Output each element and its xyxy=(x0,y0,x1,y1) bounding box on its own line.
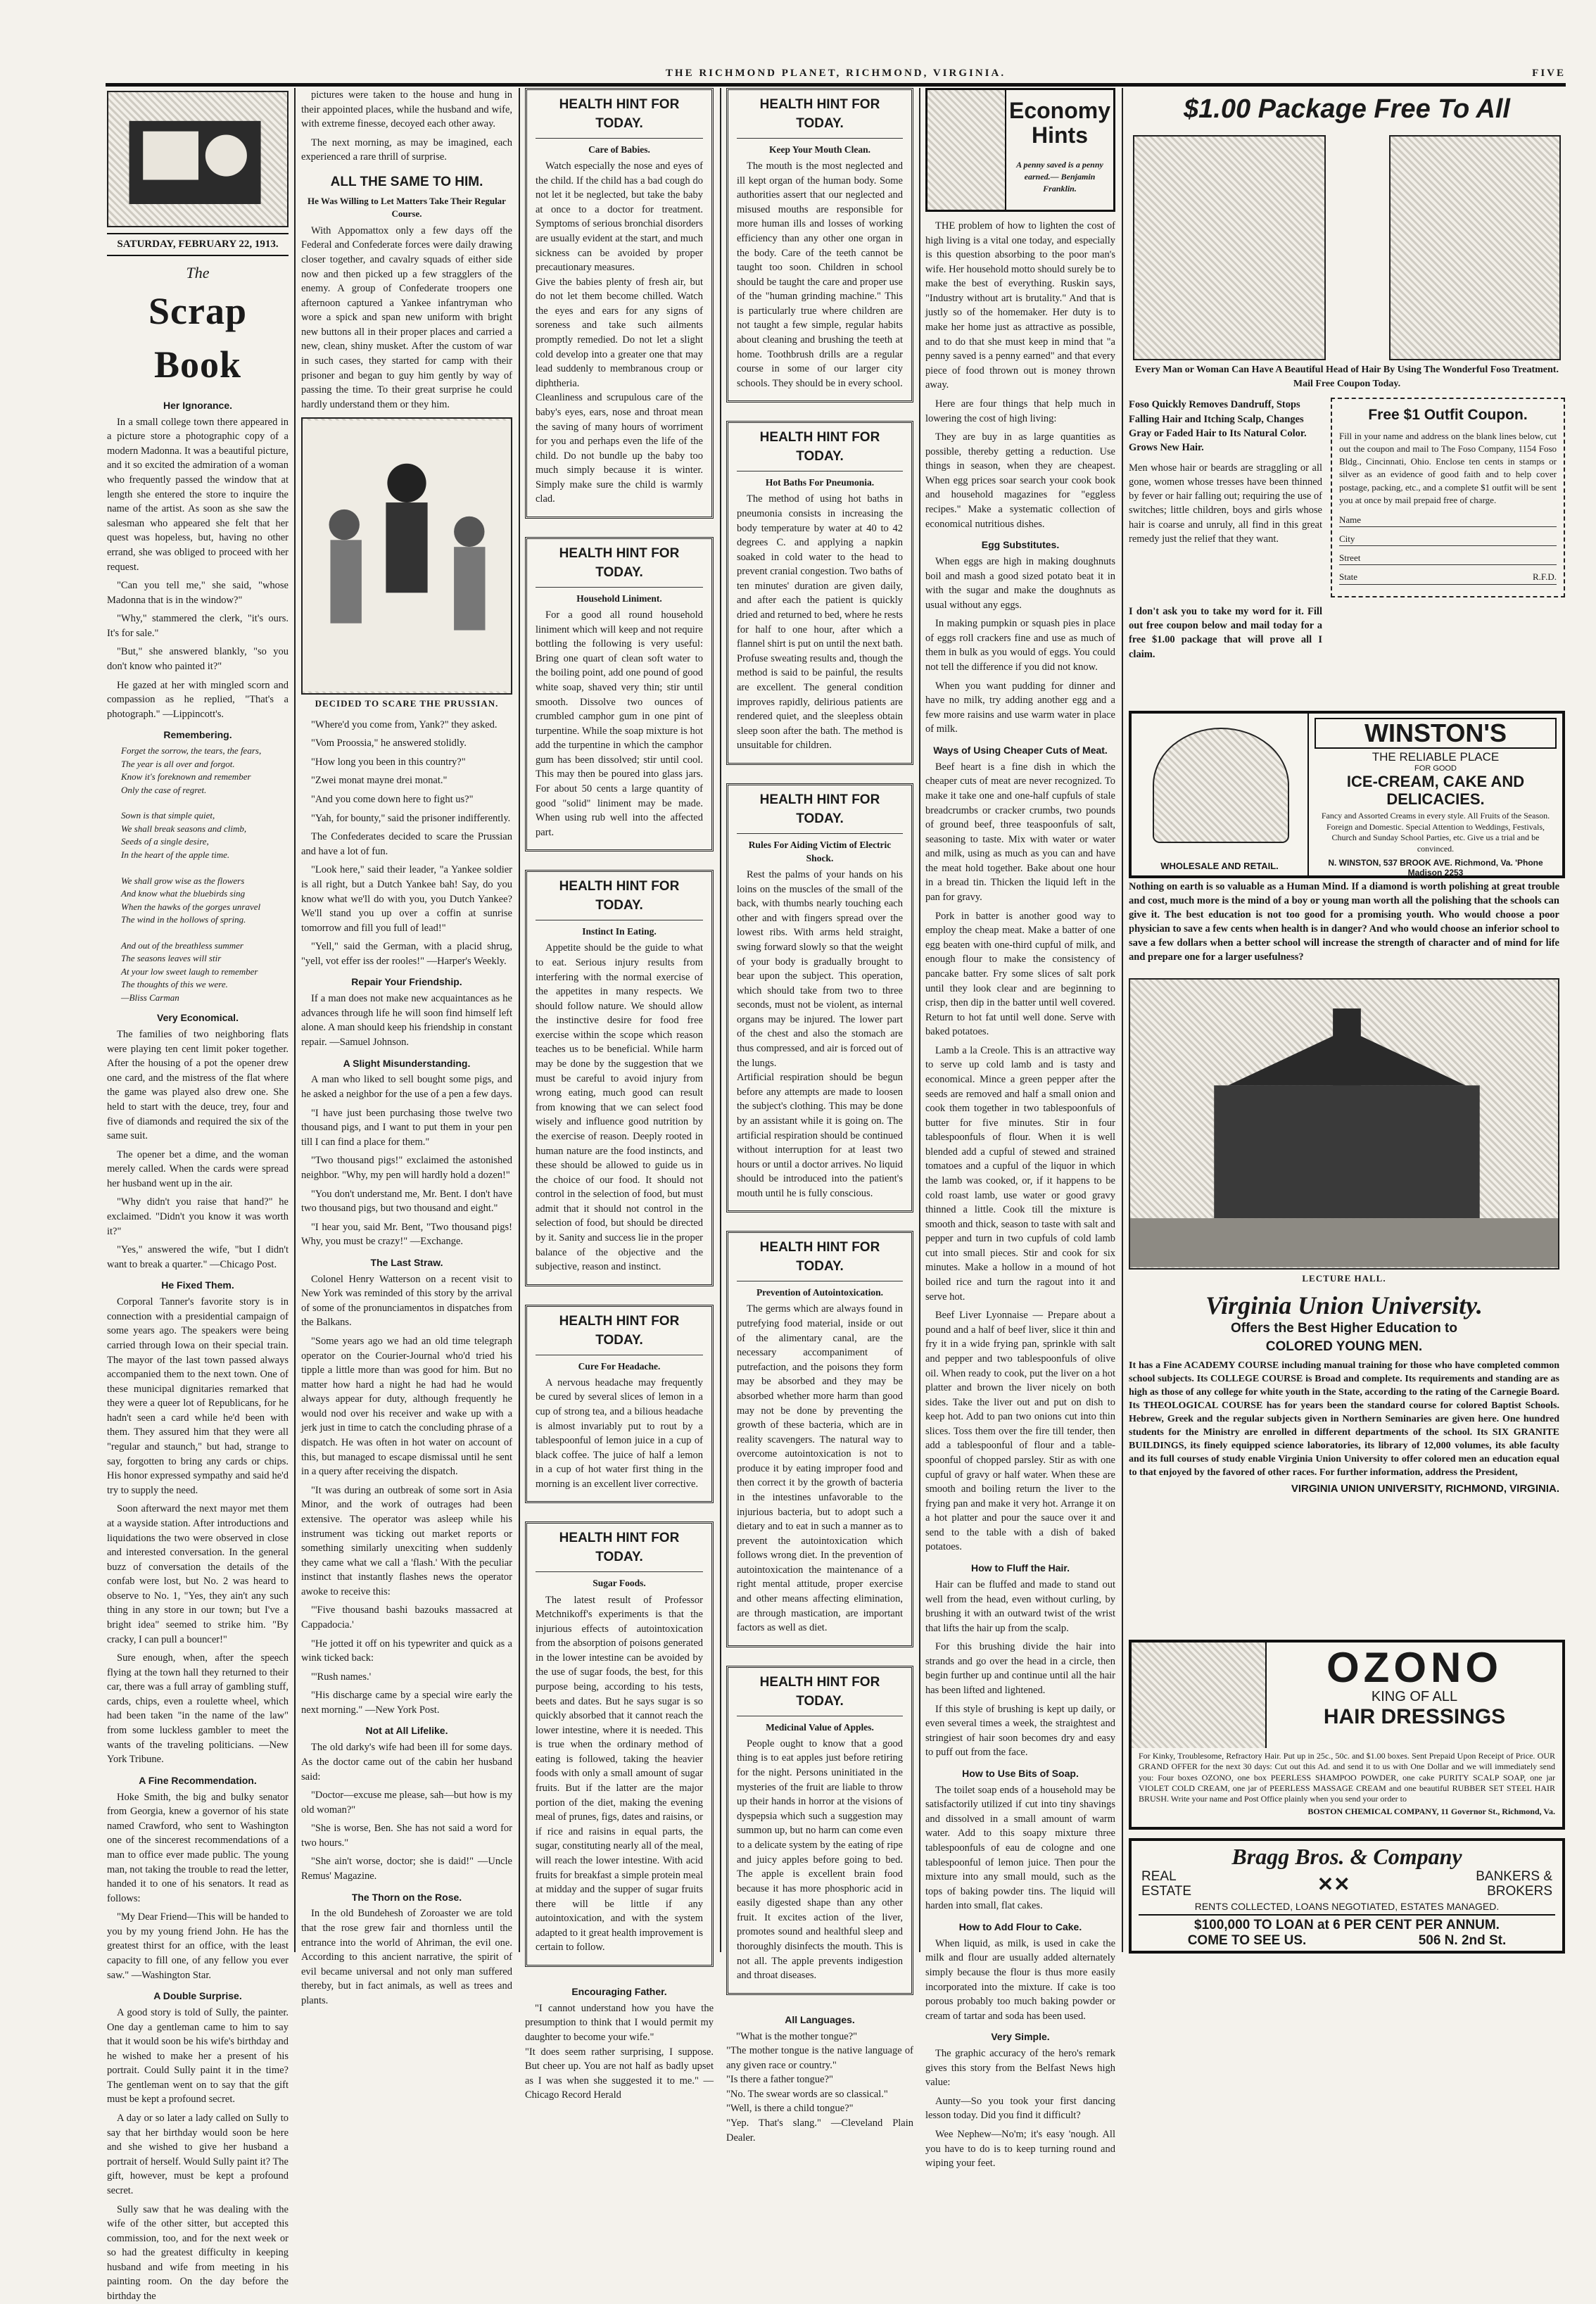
health-hint-text: Appetite should be the guide to what to eat. Serious injury results from interfering with the normal exercise of the appetites in many respects. We should follow nature. We should allow the instinctive desire for food free exercise within the scope which reason teaches us to be beneficial. While harm may be done by the suggestion that we must be careful to avoid injury from wrong eating, much good can result from knowing that we can select food wisely and influence good nutrition by the exercise of reason. Deeply rooted in human nature are the food instincts, and these should be allowed to guide us in the choice of our food. It should not control in the selection of food, but must admit that it should not control in the selection of food, but should be directed by it. Sanity and success lie in the proper balance of the objective and the subjective, reason and instinct. xyxy=(536,942,703,1273)
article-text: "Look here," said their leader, "a Yankee soldier is all right, but a Dutch Yankee bah! Say, do you know what we'll do with you, you Dutch Yankee? We'll stand you up over a coffin at sunrise tomorrow and fill you full of lead!" xyxy=(301,864,512,934)
economy-hints-header xyxy=(925,88,1115,212)
article-text: THE problem of how to lighten the cost of high living is a vital one today, and especially is this question absorbing to the poor man's wife. Her household motto should surely be to make the best of everything. Ruskin says, "Industry without art is brutality." And that is justly so of the homemaker. Her duty is to make her home just as attractive as possible, and to do that she must keep in mind that "a penny saved is a penny earned" and that every piece of food thrown out is money thrown away. xyxy=(925,220,1115,391)
ozono-title-block xyxy=(1267,1642,1562,1748)
masthead xyxy=(106,68,1566,87)
column-rule xyxy=(1122,88,1123,1952)
wholesale-retail-label: WHOLESALE AND RETAIL. xyxy=(1160,861,1279,871)
article-heading: A Double Surprise. xyxy=(153,1990,242,2002)
health-hint-text: Rest the palms of your hands on his loins on the muscles of the small of the back, with thumbs nearly touching each other and with fingers spread over the lowest ribs. With arms held straight, swing forward slowly so that the weight of your body is gradually brought to bear upon the subject. This operation, which should take from two to three seconds, must not be violent, as internal organs may be injured. The lower part of the chest and also the stomach are thus compressed, and air is forced out of the lungs. Artificial respiration should be begun before any attempts are made to loosen the subject's clothing. This may be done by an assistant while it is going on. The artificial respiration should be continued without interruption for at least two hours or until a doctor arrives. No liquid should be introduced into the patient's mouth until he is fully conscious. xyxy=(737,869,903,1199)
health-hint-title: Medicinal Value of Apples. xyxy=(766,1721,874,1733)
economy-title-line2: Hints xyxy=(1032,122,1088,148)
article-text: When you want pudding for dinner and have no milk, try adding another egg and a few more raisins and use warm water in place of milk. xyxy=(925,680,1115,735)
health-hint-heading: HEALTH HINT FOR TODAY. xyxy=(737,1239,903,1281)
article-heading: Not at All Lifelike. xyxy=(365,1725,448,1737)
foso-text xyxy=(1129,398,1322,597)
foso-coupon[interactable] xyxy=(1331,398,1565,597)
winstons-text xyxy=(1309,714,1562,878)
bragg-left-2: ESTATE xyxy=(1141,1883,1192,1899)
health-hint-box xyxy=(726,421,913,765)
article-text: "Can you tell me," she said, "whose Madonna that is in the window?" xyxy=(107,580,289,606)
scrap-book-illustration xyxy=(107,91,289,227)
health-hint-heading: HEALTH HINT FOR TODAY. xyxy=(536,545,703,588)
ozono-king-line: KING OF ALL xyxy=(1371,1689,1458,1704)
coupon-city-field[interactable] xyxy=(1339,533,1557,546)
article-heading: He Fixed Them. xyxy=(161,1279,234,1291)
article-text: Sure enough, when, after the speech flying at the town hall they returned to their car, there was a full array of gambling stuff, cards, chips, even a roulette wheel, which had been taken "in the name of the law" from some luckless gambler to meet the wants of the traveling politicians. —New York Tribune. xyxy=(107,1652,289,1766)
article-text: The opener bet a dime, and the woman merely called. When the cards were spread her husband went up in the air. xyxy=(107,1148,289,1189)
article-text: "Where'd you come from, Yank?" they asked. xyxy=(311,719,498,730)
health-hint-text: The latest result of Professor Metchnikoff's experiments is that the injurious effects of autointoxication from the absorption of poisons generated in the lower intestine can be avoided by the use of sugar foods, the best, for this purpose being, according to his tests, beets and dates. But he says sugar is so quickly absorbed that it cannot reach the lower intestine, where it is needed. This is true when the ordinary method of eating is followed, taking the heavier foods with only a small amount of sugar fruits. But if the latter are the major portion of the diet, making the evening meal of prunes, figs, dates and raisins, or if rice and raisins in equal parts, the sugar, constituting nearly all of the meal, will reach the lower intestine. With acid fruits for breakfast a simple protein meal at midday and the supper of sugar fruits there will be little if any autointoxication, and with the system adapted to it great health improvement is certain to follow. xyxy=(536,1594,703,1954)
health-hint-box xyxy=(525,870,714,1286)
health-hint-text: For a good all round household liniment which will keep and not require bottling the following is very useful: Bring one quart of clean soft water to the boiling point, add one pound of good white soap, shaved very thin; stir until smooth. Dissolve two ounces of crumbled camphor gum in one pint of turpentine. While the soap mixture is hot add the turpentine in which the camphor gum has been dissolved; stir until cool. This may then be poured into glass jars. For about 50 cents a large quantity of good "solid" liniment may be made. When using rub well into the affected part. xyxy=(536,609,703,838)
column-rule xyxy=(720,88,721,1952)
article-text: "'Rush names.' xyxy=(311,1671,372,1683)
article-heading: Remembering. xyxy=(163,729,232,741)
bragg-footer xyxy=(1132,1933,1562,1949)
health-hint-text: Watch especially the nose and eyes of the child. If the child has a bad cough do not let it be neglected, but take the baby at once to a doctor for treatment. Symptoms of serious bronchial disorders are usually evident at the start, and much sickness can be avoided by proper precautionary measures. Give the babies plenty of fresh air, but do not let them become chilled. Watch the eyes and ears for any signs of soreness and take such ailments promptly remedied. Do not let a slight cold develop into a greater one that may lead suddenly to membranous croup or diphtheria. Cleanliness and scrupulous care of the baby's eyes, ears, nose and throat mean the saving of many hours of worriment for you and perhaps even the life of the child. Do not bundle up the baby too much simply because it is winter. Simply make sure the child is warmly clad. xyxy=(536,160,703,505)
health-hint-box xyxy=(726,1231,913,1647)
ozono-address: BOSTON CHEMICAL COMPANY, 11 Governor St., Richmond, Va. xyxy=(1307,1806,1555,1816)
article-text: Corporal Tanner's favorite story is in connection with a presidential campaign of some years ago. The speakers were being carried through Iowa on their special train. The mayor of the last town passed always accompanied them to the next town. One of these municipal dignitaries remarked that they were a queer lot of Republicans, for he hadn't seen a card while he'd been with them. They assured him that they were all "regular and staunch," but had, strange to say, forgotten to bring any cards or chips. His honor expressed sympathy and said he'd try to supply the need. xyxy=(107,1296,289,1496)
article-text: "Yes," answered the wife, "but I didn't want to break a quarter." —Chicago Post. xyxy=(107,1244,289,1270)
article-text: He gazed at her with mingled scorn and compassion as he replied, "That's a photograph." —Lippincott's. xyxy=(107,679,289,720)
coupon-street-label: Street xyxy=(1339,552,1361,564)
article-text: Hair can be fluffed and made to stand out well from the head, even without curling, by brushing it with an outward twist of the wrist that lifts the hair up from the scalp. xyxy=(925,1578,1115,1634)
article-text: Colonel Henry Watterson on a recent visit to New York was reminded of this story by the arrival of some of the pronunciamentos in dispatches from the Balkans. xyxy=(301,1273,512,1329)
health-hint-box xyxy=(525,1305,714,1504)
winstons-address: N. WINSTON, 537 BROOK AVE. Richmond, Va. 'Phone Madison 2253 xyxy=(1328,857,1543,878)
column-rule xyxy=(294,88,296,1952)
column-4 xyxy=(726,88,913,2144)
article-text: The next morning, as may be imagined, each experienced a rare thrill of surprise. xyxy=(301,137,512,163)
health-hint-title: Prevention of Autointoxication. xyxy=(756,1287,884,1298)
article-text: A man who liked to sell bought some pigs, and he asked a neighbor for the use of a pen a few days. xyxy=(301,1074,512,1101)
coupon-rfd-label: R.F.D. xyxy=(1533,571,1557,583)
article-text: If this style of brushing is kept up daily, or even several times a week, the straightest and stringiest of hair soon becomes dry and easy to puff out from the face. xyxy=(925,1703,1115,1759)
foso-description: Men whose hair or beards are straggling or all gone, women whose tresses have been thinned by fever or hair falling out; requiring the use of switches; little children, boys and girls whose hair is coarse and unruly, all find in this great remedy just the relief that they want. xyxy=(1129,462,1322,545)
health-hint-heading: HEALTH HINT FOR TODAY. xyxy=(737,791,903,834)
health-hint-title: Sugar Foods. xyxy=(593,1578,646,1589)
foso-benefits: Foso Quickly Removes Dandruff, Stops Falling Hair and Itching Scalp, Changes Gray or Faded Hair to Its Natural Color. Grows New Hair. xyxy=(1129,399,1307,454)
health-hint-box xyxy=(726,1666,913,1995)
health-hint-heading: HEALTH HINT FOR TODAY. xyxy=(737,429,903,471)
article-heading: How to Use Bits of Soap. xyxy=(962,1767,1079,1779)
coupon-name-field[interactable] xyxy=(1339,514,1557,527)
lecture-hall-caption: LECTURE HALL. xyxy=(1302,1273,1386,1284)
article-text: "But," she answered blankly, "so you don't know who painted it?" xyxy=(107,646,289,672)
coupon-title: Free $1 Outfit Coupon. xyxy=(1368,407,1528,424)
article-text: "It was during an outbreak of some sort in Asia Minor, and the work of outrages had been extensive. The operator was asleep while his instrument was ticking out market reports or something similarly unexciting when suddenly they came what we call a 'flash.' With the peculiar instinct that instantly flashes news the operator awoke to receive this: xyxy=(301,1484,512,1597)
health-hint-heading: HEALTH HINT FOR TODAY. xyxy=(536,878,703,920)
bragg-bros-ad xyxy=(1129,1838,1565,1954)
health-hint-title: Cure For Headache. xyxy=(578,1360,661,1372)
article-text: Pork in batter is another good way to employ the cheap meat. Make a batter of one egg beaten with one-third cupful of milk, and enough flour to make the consistency of pancake batter. Fry some slices of salt pork until they look clear and are beginning to crisp, then dip in the batter until well covered. Return to hot fat until well done. Serve with baked potatoes. xyxy=(925,910,1115,1038)
health-hint-heading: HEALTH HINT FOR TODAY. xyxy=(737,1673,903,1716)
health-hint-text: The method of using hot baths in pneumonia consists in increasing the body temperature by water at 40 to 42 degrees C. and applying a napkin soaked in cold water to the head to prevent cranial congestion. Two baths of ten minutes' duration are given daily, and after each the patient is quickly dried and returned to bed, where he rests for half to one hour, after which a flannel shirt is put on until the next bath. Profuse sweating results and, though the method is said to be painful, the results are excellent. The general condition improves rapidly, delirious patients are rendered quiet, and the sleepless obtain sleep soon after the bath. The method is unsuitable for children. xyxy=(737,493,903,752)
article-heading: Ways of Using Cheaper Cuts of Meat. xyxy=(933,744,1108,756)
article-heading: Repair Your Friendship. xyxy=(351,976,462,988)
article-text: Beef Liver Lyonnaise — Prepare about a pound and a half of beef liver, slice it thin and fry it in a wide frying pan, sprinkle with salt and pepper and two tablespoonfuls of olive oil. When ready to cook, put the liver on a hot platter and brown the liver nicely on both sides. Take the liver out and put on dish to keep hot. Add to pan two onions cut into thin slices. Toss them over the fire till tender, then add a tablespoonful of flour and a table-spoonful of chopped parsley. Stir as with one cupful of gravy or half water. When these are smooth and boiling return the liver to the frying pan and make it very hot. Arrange it on a hot platter and pour the sauce over it and send to the table with a dish of baked potatoes. xyxy=(925,1310,1115,1553)
health-hint-box xyxy=(525,88,714,519)
article-heading: Very Simple. xyxy=(991,2031,1050,2043)
ozono-ad xyxy=(1129,1640,1565,1830)
dateline: SATURDAY, FEBRUARY 22, 1913. xyxy=(107,233,289,256)
article-text: Soon afterward the next mayor met them at a wayside station. After introductions and liquidations the two were observed in close and interested conversation. In the general buzz of conversation the details of the confab were lost, but No. 2 was heard to observe to No. 1, "Yes, they ain't any such thing in any store in our town; but I've a bright idea" seemed to strike him. "By cracky, I can pull a bouncer!" xyxy=(107,1503,289,1645)
article-text: "Zwei monat mayne drei monat." xyxy=(311,775,448,787)
vuu-title: Virginia Union University. xyxy=(1205,1291,1483,1319)
article-text: "His discharge came by a special wire early the next morning." —New York Post. xyxy=(301,1690,512,1716)
health-hint-title: Care of Babies. xyxy=(588,144,650,155)
scrap-book-heading: Scrap Book xyxy=(148,289,247,386)
column-3 xyxy=(525,88,714,2101)
economy-quote: A penny saved is a penny earned.— Benjamin Franklin. xyxy=(1016,160,1103,194)
article-text: If a man does not make new acquaintances as he advances through life he will soon find himself left alone. A man should keep his friendship in constant repair. —Samuel Johnson. xyxy=(301,993,512,1049)
article-text: "I cannot understand how you have the presumption to think that I would permit my daughter to become your wife." "It does seem rather surprising, I suppose. But cheer up. You are not half as badly upset as I was when she suggested it to me." —Chicago Record Herald xyxy=(525,2002,714,2101)
ozono-body: For Kinky, Troublesome, Refractory Hair. Put up in 25c., 50c. and $1.00 boxes. Sent Prepaid Upon Receipt of Price. OUR GRAND OFFER for the next 30 days: Cut out this Ad. and send it to us with One Dollar and we will immediately send you: Four boxes OZONO, one box PEERLESS SHAMPOO POWDER, one cake PURITY SCALP SOAP, one jar VIOLET COLD CREAM, one jar of PEERLESS MASSAGE CREAM and one beautiful RUBBER SET STEEL HAIR BRUSH. Write your name and Post Office plainly when you send your order to xyxy=(1139,1751,1555,1804)
scrap-book-title xyxy=(107,262,289,392)
bragg-come: COME TO SEE US. xyxy=(1187,1932,1307,1948)
coupon-city-label: City xyxy=(1339,533,1355,545)
article-text: When liquid, as milk, is used in cake the milk and flour are usually added alternately simply because the flour is thus more easily incorporated into the mixture. If cake is too porous probably too much baking powder or cream of tartar and soda has been used. xyxy=(925,1937,1115,2022)
health-hint-title: Keep Your Mouth Clean. xyxy=(768,144,870,155)
article-text: "He jotted it off on his typewriter and quick as a wink ticked back: xyxy=(301,1638,512,1664)
foso-headline: $1.00 Package Free To All xyxy=(1184,94,1510,124)
coupon-street-field[interactable] xyxy=(1339,552,1557,565)
article-text: "Some years ago we had an old time telegraph operator on the Courier-Journal who'd tried his tipple a little more than was good for him. But no matter how hard a night he had had he would always appear for duty, although frequently he would nod over his receiver and wake up with a jerk just in time to catch the concluding phrase of a dispatch. He was often in hot water on account of this, but managed to escape dismissal until he sent in a query after receiving the dispatch. xyxy=(301,1336,512,1478)
article-heading: A Slight Misunderstanding. xyxy=(343,1057,471,1069)
article-text: When eggs are high in making doughnuts boil and mash a good sized potato beat it in with the sugar and make the doughnuts as usual without any eggs. xyxy=(925,556,1115,611)
health-hint-title: Instinct In Eating. xyxy=(582,926,657,937)
illustration-caption: DECIDED TO SCARE THE PRUSSIAN. xyxy=(315,698,499,709)
article-heading: All Languages. xyxy=(785,2013,855,2025)
article-text: Wee Nephew—No'm; it's easy 'nough. All you have to do is to keep turning round and wiping your feet. xyxy=(925,2129,1115,2170)
article-heading: Her Ignorance. xyxy=(163,399,233,411)
article-heading: Very Economical. xyxy=(157,1012,239,1024)
soldiers-illustration-icon xyxy=(303,419,511,693)
health-hint-text: The mouth is the most neglected and ill kept organ of the human body. Some authorities assert that our neglected and misused mouths are responsible for more human ills and losses of working efficiency than any other one organ in the body. Care of the teeth cannot be taught too soon. Children in school should be taught the care and proper use of the "human grinding machine." This is particularly true where children are not taught a few simple, regular habits about cleaning and brushing the teeth at home. Toothbrush drills are a regular course in some of our larger city schools. They should be in every school. xyxy=(737,160,903,389)
article-text: The Confederates decided to scare the Prussian and have a lot of fun. xyxy=(301,831,512,857)
article-heading: The Thorn on the Rose. xyxy=(351,1891,462,1903)
ozono-main: HAIR DRESSINGS xyxy=(1323,1705,1506,1728)
vuu-subtitle-2: COLORED YOUNG MEN. xyxy=(1265,1338,1423,1354)
bragg-bankers xyxy=(1476,1870,1552,1899)
human-mind-text: Nothing on earth is so valuable as a Human Mind. If a diamond is worth polishing at great trouble and cost, much more is the mind of a boy or young man worth all the polishing that the schools can give it. The best education is not too good for a promising youth. Who would choose a poor physician to save a few cents when health is in danger? And who would choose an inferior school to save a few dollars when a better school will increase the strength of character and of mind for life and prepare one for a larger usefulness? xyxy=(1129,881,1559,963)
article-text: "How long you been in this country?" xyxy=(311,756,466,768)
article-text: Here are four things that help much in lowering the cost of high living: xyxy=(925,398,1115,424)
winstons-tagline: THE RELIABLE PLACE xyxy=(1372,749,1500,764)
winstons-name: WINSTON'S xyxy=(1315,718,1557,749)
foso-closing: I don't ask you to take my word for it. Fill out free coupon below and mail today for a free $1.00 package that will prove all I claim. xyxy=(1129,605,1322,660)
health-hint-text: People ought to know that a good thing is to eat apples just before retiring for the night. Persons uninitiated in the mysteries of the fruit are liable to throw up their hands in horror at the visions of dyspepsia which such a suggestion may summon up, but no harm can come even to a delicate system by the eating of ripe and juicy apples before going to bed. The apple is excellent brain food because it has more phosphoric acid in easily digested shape than any other fruit. It excites action of the liver, promotes sound and healthful sleep and thoroughly disinfects the mouth. This is not all. The apple prevents indigestion and throat diseases. xyxy=(737,1738,903,1982)
bragg-address: 506 N. 2nd St. xyxy=(1418,1932,1507,1948)
winstons-illustration-side xyxy=(1132,714,1309,875)
ozono-name: OZONO xyxy=(1326,1644,1502,1691)
woman-portrait-icon xyxy=(1132,1642,1267,1748)
article-heading: A Fine Recommendation. xyxy=(139,1774,257,1786)
article-text: The families of two neighboring flats were playing ten cent limit poker together. After the housing of a pot the opener drew one card, and the mistress of the flat where the game was played also drew one. She held to start with the deuce, trey, four and five of diamonds and required the six of the same suit. xyxy=(107,1029,289,1142)
winstons-for-good: FOR GOOD xyxy=(1414,764,1457,773)
column-rule xyxy=(519,88,520,1952)
article-text: "What is the mother tongue?" "The mother tongue is the native language of any given race or country." "Is there a father tongue?" "No. The swear words are so classical." "Well, is there a child tongue?" "Yep. That's slang." —Cleveland Plain Dealer. xyxy=(726,2030,913,2144)
health-hint-text: A nervous headache may frequently be cured by several slices of lemon in a cup of strong tea, and a bilious headache is almost invariably put to rout by a tablespoonful of lemon juice in a cup of black coffee. The juice of half a lemon in a cup of hot water first thing in the morning is an excellent liver corrective. xyxy=(536,1376,703,1490)
article-heading: Egg Substitutes. xyxy=(981,539,1060,551)
article-text: "'Five thousand bashi bazouks massacred at Cappadocia.' xyxy=(301,1604,512,1631)
woman-portrait-icon xyxy=(927,90,1006,210)
poem: Forget the sorrow, the tears, the fears, The year is all over and forgot. Know it's foreknown and remember Only the case of regret. Sown is that simple quiet, We shall break seasons and climb, Seeds of a single desire, In the heart of the apple time. We shall grow wise as the flowers And know what the bluebirds sing When the hawks of the gorges unravel The wind in the hollows of spring. And out of the breathless summer The seasons leaves will stir At your low sweet laugh to remember The thoughts of this we were. —Bliss Carman xyxy=(121,745,262,1003)
bragg-services-row xyxy=(1132,1870,1562,1899)
article-text: "She is worse, Ben. She has not said a word for two hours." xyxy=(301,1823,512,1849)
bragg-left-1: REAL xyxy=(1141,1869,1177,1884)
article-text: "She ain't worse, doctor; she is daid!" —Uncle Remus' Magazine. xyxy=(301,1856,512,1882)
coupon-text: Fill in your name and address on the blank lines below, cut out the coupon and mail to The Foso Company, 1154 Foso Bldg., Cincinnati, Ohio. Enclose ten cents in stamps or silver as an evidence of good faith and to help cover postage, packing, etc., and a complete $1 outfit will be sent you at once by mail prepaid free of charge. xyxy=(1339,430,1557,505)
article-text: A good story is told of Sully, the painter. One day a gentleman came to him to say that it would soon be his wife's birthday and he wished to make her a present of his portrait. Could Sully paint it in the time? The gentleman went on to say that the gift must be kept a profound secret. xyxy=(107,2007,289,2106)
health-hint-text: The germs which are always found in putrefying food material, inside or out of the alimentary canal, are the necessary accompaniment of putrefaction, and the poisons they form may be absorbed and they may be absorbed whether more harm than good may not be done by preventing the growth of these bacteria, which are in reality scavengers. The natural way to overcome autointoxication is not to produce it by eating improper food and then correct it by the growth of bacteria in the intestines unfavorable to the injurious bacteria, but to adopt such a dietary and to eat in such a manner as to prevent the autointoxication which follows wrong diet. In the prevention of autointoxication the maintenance of a right mental attitude, proper exercise and other means affecting elimination, are through mastication, are important factors as well as diet. xyxy=(737,1303,903,1634)
article-heading: How to Fluff the Hair. xyxy=(971,1562,1070,1574)
column-2 xyxy=(301,88,512,2006)
health-hint-box xyxy=(525,537,714,852)
column-5 xyxy=(925,88,1115,2170)
ozono-header xyxy=(1132,1642,1562,1748)
article-text: The old darky's wife had been ill for some days. As the doctor came out of the cabin her husband said: xyxy=(301,1742,512,1783)
winstons-ad xyxy=(1129,711,1565,878)
health-hint-box xyxy=(525,1521,714,1967)
economy-hints-title xyxy=(1006,90,1113,210)
foso-subheadline: Every Man or Woman Can Have A Beautiful Head of Hair By Using The Wonderful Foso Treatment. Mail Free Coupon Today. xyxy=(1135,365,1559,389)
article-text: In the old Bundehesh of Zoroaster we are told that the rose grew fair and thornless until the entrance into the world of Ahriman, the evil one. According to this ancient narrative, the spirit of evil became universal and not only man suffered thereby, but in fact animals, as well as trees and plants. xyxy=(301,1908,512,2006)
article-text: They are buy in as large quantities as possible, thereby getting a reduction. Use things in season, when they are cheapest. When egg prices soar search your cook book and household magazines for "eggless recipes." Make a systematic collection of economical nutritious dishes. xyxy=(925,431,1115,530)
bragg-real-estate xyxy=(1141,1870,1191,1899)
article-text: pictures were taken to the house and hung in their appointed places, while the husband and wife, with extreme finesse, decoyed each other away. xyxy=(301,89,512,130)
bragg-name: Bragg Bros. & Company xyxy=(1231,1844,1462,1869)
vuu-signature: VIRGINIA UNION UNIVERSITY, RICHMOND, VIRGINIA. xyxy=(1291,1483,1559,1495)
article-text: "I have just been purchasing those twelve two thousand pigs, and I want to put them in your pen till I can find a place for them." xyxy=(301,1107,512,1148)
coupon-name-label: Name xyxy=(1339,514,1362,525)
article-text: "I hear you, said Mr. Bent, "Two thousand pigs! Why, you must be crazy!" —Exchange. xyxy=(301,1221,512,1248)
article-heading: Encouraging Father. xyxy=(571,1985,667,1997)
page-number: FIVE xyxy=(1532,68,1566,79)
man-portrait-icon xyxy=(1133,135,1326,360)
article-text: The toilet soap ends of a household may be satisfactorily utilized if cut into tiny shavings and dissolved in a small amount of warm water. Add to this soapy mixture three tablespoonfuls of eau de cologne and one tablespoonful of lemon juice. Then pour the mixture into any small mould, such as the tops of baking powder tins. The liquid will harden into small, flat cakes. xyxy=(925,1784,1115,1912)
bragg-services: RENTS COLLECTED, LOANS NEGOTIATED, ESTATES MANAGED. xyxy=(1139,1901,1555,1916)
health-hint-box xyxy=(726,783,913,1213)
article-text: Lamb a la Creole. This is an attractive way to serve up cold lamb and is tasty and economical. Mince a green pepper after the seeds are removed and half a small onion and cook them together in two tablespoonfuls of butter for five minutes. Stir in four tablespoonfuls of flour. When it is well blended add a cupful of stewed and strained tomatoes and a cupful of the liquor in which the lamb was cooked, or, if it happens to be cold roast lamb, use water or good gravy thinned a little. Cook till the mixture is smooth and thick, season to taste with salt and pepper and turn in two cupfuls of cold lamb cut into small pieces. Stir and cook for six minutes. Make a hollow in a mound of hot boiled rice and turn the ragout into it and serve hot. xyxy=(925,1044,1115,1303)
health-hint-title: Rules For Aiding Victim of Electric Shock. xyxy=(748,839,892,863)
article-text: "Doctor—excuse me please, sah—but how is my old woman?" xyxy=(301,1790,512,1816)
article-text: With Appomattox only a few days off the Federal and Confederate forces were daily drawing closer together, and cavalry squads of either side now and then picked up a few stragglers of the enemy. A group of Confederate troopers one afternoon captured a Yankee infantryman who wore a spick and span new uniform with bright new buttons all in their proper places and carried a new, clean, shiny musket. After the custom of war in such cases, they started for camp with their prisoner and began to guy him gently by way of passing the time. To their great surprise he could hardly understand them or they him. xyxy=(301,224,512,410)
lecture-hall-photo xyxy=(1129,978,1559,1270)
prussian-illustration xyxy=(301,417,512,695)
article-text: Beef heart is a fine dish in which the cheaper cuts of meat are never recognized. To make it take one and one-half cupfuls of stale breadcrumbs or cracker crumbs, two pounds of ground beef, three teaspoonfuls of salt, seasoning to taste. Mix with water or water and milk, using as much as you can and have the meat hold together. Bake about one hour in a bread tin. Thicken the liquid left in the pan for gravy. xyxy=(925,761,1115,904)
building-icon xyxy=(1130,980,1558,1268)
article-text: "And you come down here to fight us?" xyxy=(311,794,474,806)
scrap-book-art-icon xyxy=(108,92,287,226)
article-text: "You don't understand me, Mr. Bent. I don't have two thousand pigs, but two thousand and eight." xyxy=(301,1188,512,1215)
woman-portrait-icon xyxy=(1389,135,1561,360)
bragg-right-2: BROKERS xyxy=(1487,1883,1552,1899)
vuu-subtitle: Offers the Best Higher Education to xyxy=(1231,1321,1457,1336)
health-hint-title: Household Liniment. xyxy=(576,593,662,604)
health-hint-heading: HEALTH HINT FOR TODAY. xyxy=(536,96,703,139)
article-text: Aunty—So you took your first dancing lesson today. Did you find it difficult? xyxy=(925,2095,1115,2122)
coupon-state-field[interactable] xyxy=(1339,571,1557,584)
article-text: "Two thousand pigs!" exclaimed the astonished neighbor. "Why, my pen will hardly hold a dozen!" xyxy=(301,1155,512,1181)
article-text: "My Dear Friend—This will be handed to you by my young friend John. He has the greatest thirst for an office, with the least capacity to fill one, of any fellow you ever saw." —Washington Star. xyxy=(107,1911,289,1981)
article-text: In making pumpkin or squash pies in place of eggs roll crackers fine and use as much of them in bulk as you would of eggs. You could not tell the difference if you did not know. xyxy=(925,618,1115,673)
scrap-book-the: The xyxy=(186,264,210,282)
article-heading: The Last Straw. xyxy=(370,1256,443,1268)
article-subheading: He Was Willing to Let Matters Take Their Regular Course. xyxy=(308,195,506,220)
virginia-union-ad xyxy=(1129,978,1559,1497)
article-text: A day or so later a lady called on Sully to say that her birthday would soon be here and she wished to give her husband a portrait of herself. Would Sully paint it? The gift, however, must be kept a profound secret. xyxy=(107,2113,289,2196)
bragg-loan: $100,000 TO LOAN at 6 PER CENT PER ANNUM. xyxy=(1194,1917,1500,1932)
foso-body xyxy=(1129,398,1565,597)
health-hint-heading: HEALTH HINT FOR TODAY. xyxy=(536,1312,703,1355)
foso-ad xyxy=(1129,88,1565,707)
health-hint-title: Hot Baths For Pneumonia. xyxy=(765,477,875,488)
foso-portraits xyxy=(1133,135,1561,360)
article-text: "Yah, for bounty," said the prisoner indifferently. xyxy=(311,812,511,824)
bragg-right-1: BANKERS & xyxy=(1476,1869,1552,1884)
article-text: "Vom Proossia," he answered stolidly. xyxy=(311,738,467,749)
vuu-body: It has a Fine ACADEMY COURSE including manual training for those who have completed common school subjects. Its COLLEGE COURSE is Broad and complete. Its requirements and standing are as high as those of any college for white youth in the State, according to the rating of the Carnegie Board. Its THEOLOGICAL COURSE has for years been the standard course for colored Baptist Schools. Hebrew, Greek and the regular subjects given in Northern Seminaries are given here. One hundred students for the Ministry are enrolled in different departments of the school. Its SIX GRANITE BUILDINGS, its finely equipped science laboratories, its library of 12,000 volumes, its able faculty and its full courses of study enable Virginia Union University to offer colored men an education equal to that enjoyed by the favored of other races. For further information, address the President, xyxy=(1129,1360,1559,1478)
article-text: Sully saw that he was dealing with the wife of the other sitter, but accepted this commission, too, and for the next week or so had the greatest difficulty in keeping husband and wife from meeting in his painting room. On the day before the birthday the xyxy=(107,2203,289,2302)
article-text: For this brushing divide the hair into strands and go over the head in a circle, then begin further up and continue until all the hair has been lifted and lightened. xyxy=(925,1641,1115,1696)
article-heading: ALL THE SAME TO HIM. xyxy=(330,174,483,189)
article-text: The graphic accuracy of the hero's remark gives this story from the Belfast News high value: xyxy=(925,2048,1115,2089)
health-hint-heading: HEALTH HINT FOR TODAY. xyxy=(536,1529,703,1572)
masthead-title: THE RICHMOND PLANET, RICHMOND, VIRGINIA. xyxy=(665,68,1006,79)
winstons-main-line: ICE-CREAM, CAKE AND DELICACIES. xyxy=(1346,772,1525,808)
article-text: Hoke Smith, the big and bulky senator from Georgia, knew a governor of his state named Crawford, who sent to Washington one of the sincerest recommendations of a man to office ever made public. The young man, not taking the trouble to read the letter, handed it to one of his senators. It read as follows: xyxy=(107,1791,289,1904)
health-hint-box xyxy=(726,88,913,403)
health-hint-heading: HEALTH HINT FOR TODAY. xyxy=(737,96,903,139)
column-rule xyxy=(919,88,920,1952)
article-text: "Why," stammered the clerk, "it's ours. It's for sale." xyxy=(107,613,289,639)
economy-title-line1: Economy xyxy=(1008,98,1111,123)
column-1 xyxy=(107,88,289,2302)
coupon-state-label: State xyxy=(1339,571,1357,583)
article-text: In a small college town there appeared in a picture store a photographic copy of a modern Madonna. It was a beautiful picture, and it so excited the admiration of a woman who frequently passed the window that at length she entered the store to inquire the name of the artist. As soon as she saw the salesman who appeared she felt that her quest was hopeless, but, having no other errand, she was obliged to proceed with her request. xyxy=(107,416,289,573)
winstons-body: Fancy and Assorted Creams in every style. All Fruits of the Season. Foreign and Domestic. Special Attention to Weddings, Festivals, Church and Sunday School Parties, etc. Give us a trial and be convinced. xyxy=(1321,811,1550,854)
fruit-bowl-icon xyxy=(1153,728,1289,843)
bragg-monogram-icon: ✕✕ xyxy=(1317,1873,1350,1896)
article-text: "Yell," said the German, with a placid shrug, "yell, vot effer iss der rooles!" —Harper's Weekly. xyxy=(301,941,512,967)
article-heading: How to Add Flour to Cake. xyxy=(958,1920,1082,1932)
article-text: "Why didn't you raise that hand?" he exclaimed. "Didn't you know it was worth it?" xyxy=(107,1196,289,1237)
